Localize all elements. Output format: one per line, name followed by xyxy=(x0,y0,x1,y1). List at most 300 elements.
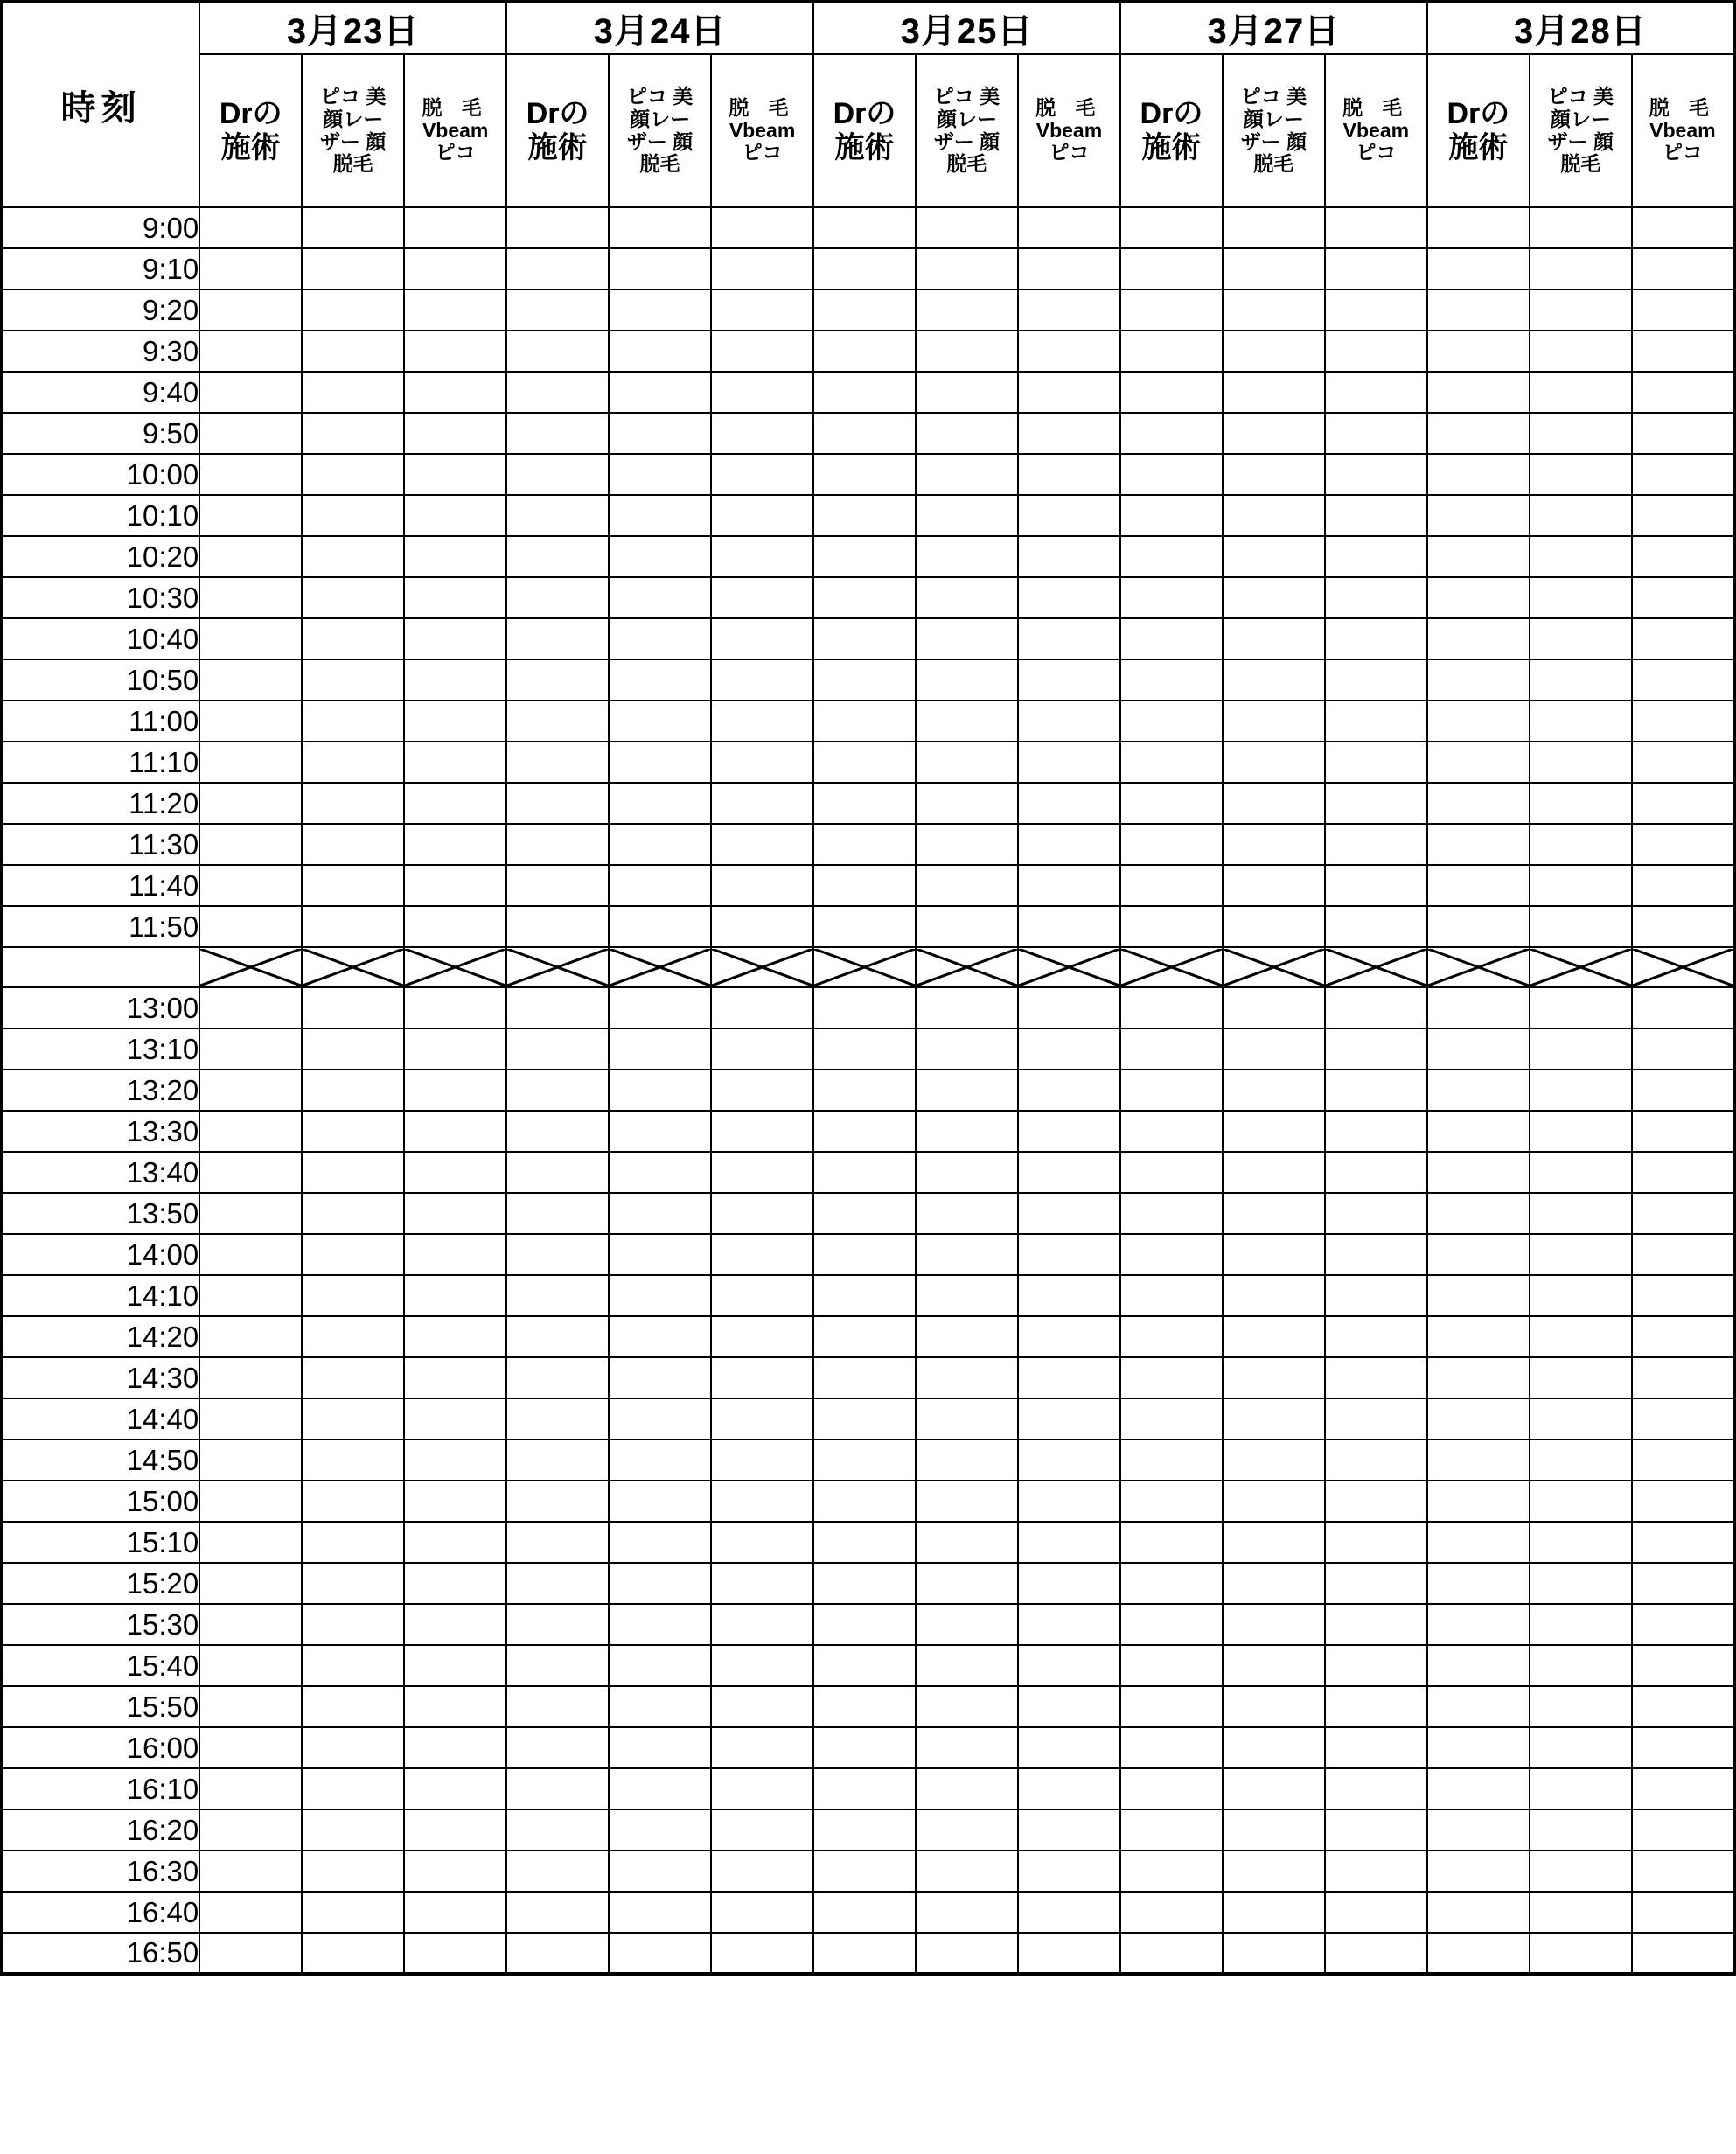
slot-cell[interactable] xyxy=(404,1481,506,1522)
slot-cell[interactable] xyxy=(1223,701,1325,742)
slot-cell[interactable] xyxy=(1427,1727,1530,1768)
slot-cell[interactable] xyxy=(1120,618,1223,659)
slot-cell[interactable] xyxy=(1632,1563,1734,1604)
slot-cell[interactable] xyxy=(1632,1357,1734,1398)
slot-cell[interactable] xyxy=(1530,1398,1632,1439)
slot-cell[interactable] xyxy=(404,1028,506,1070)
slot-cell[interactable] xyxy=(1530,701,1632,742)
slot-cell[interactable] xyxy=(302,495,404,536)
slot-cell[interactable] xyxy=(506,1809,609,1851)
slot-cell[interactable] xyxy=(1120,701,1223,742)
slot-cell[interactable] xyxy=(1325,987,1427,1028)
slot-cell[interactable] xyxy=(1530,1481,1632,1522)
slot-cell[interactable] xyxy=(1427,1070,1530,1111)
slot-cell[interactable] xyxy=(916,1398,1018,1439)
slot-cell[interactable] xyxy=(813,1398,916,1439)
slot-cell[interactable] xyxy=(1018,1851,1120,1892)
slot-cell[interactable] xyxy=(1530,1070,1632,1111)
slot-cell[interactable] xyxy=(1325,1809,1427,1851)
slot-cell[interactable] xyxy=(711,372,813,413)
slot-cell[interactable] xyxy=(1120,207,1223,248)
slot-cell[interactable] xyxy=(609,207,711,248)
slot-cell[interactable] xyxy=(1223,1481,1325,1522)
slot-cell[interactable] xyxy=(711,906,813,947)
slot-cell[interactable] xyxy=(916,248,1018,289)
slot-cell[interactable] xyxy=(1427,1111,1530,1152)
slot-cell[interactable] xyxy=(916,1111,1018,1152)
slot-cell[interactable] xyxy=(1427,1275,1530,1316)
slot-cell[interactable] xyxy=(813,454,916,495)
slot-cell[interactable] xyxy=(609,1933,711,1974)
slot-cell[interactable] xyxy=(404,536,506,577)
slot-cell[interactable] xyxy=(404,331,506,372)
slot-cell[interactable] xyxy=(1427,413,1530,454)
slot-cell[interactable] xyxy=(404,659,506,701)
slot-cell[interactable] xyxy=(609,824,711,865)
slot-cell[interactable] xyxy=(813,1933,916,1974)
slot-cell[interactable] xyxy=(711,1809,813,1851)
slot-cell[interactable] xyxy=(404,1522,506,1563)
slot-cell[interactable] xyxy=(302,1645,404,1686)
slot-cell[interactable] xyxy=(302,865,404,906)
slot-cell[interactable] xyxy=(1018,824,1120,865)
slot-cell[interactable] xyxy=(1632,495,1734,536)
slot-cell[interactable] xyxy=(199,248,302,289)
slot-cell[interactable] xyxy=(609,1316,711,1357)
slot-cell[interactable] xyxy=(199,1275,302,1316)
slot-cell[interactable] xyxy=(1530,1604,1632,1645)
slot-cell[interactable] xyxy=(609,454,711,495)
slot-cell[interactable] xyxy=(404,413,506,454)
slot-cell[interactable] xyxy=(1427,207,1530,248)
slot-cell[interactable] xyxy=(1325,1645,1427,1686)
slot-cell[interactable] xyxy=(404,372,506,413)
slot-cell[interactable] xyxy=(1223,1522,1325,1563)
slot-cell[interactable] xyxy=(1120,1111,1223,1152)
slot-cell[interactable] xyxy=(711,1028,813,1070)
slot-cell[interactable] xyxy=(199,1727,302,1768)
slot-cell[interactable] xyxy=(1530,1234,1632,1275)
slot-cell[interactable] xyxy=(199,1111,302,1152)
slot-cell[interactable] xyxy=(1427,783,1530,824)
slot-cell[interactable] xyxy=(813,1645,916,1686)
slot-cell[interactable] xyxy=(711,207,813,248)
slot-cell[interactable] xyxy=(813,1070,916,1111)
slot-cell[interactable] xyxy=(1325,659,1427,701)
slot-cell[interactable] xyxy=(609,1193,711,1234)
slot-cell[interactable] xyxy=(1427,906,1530,947)
slot-cell[interactable] xyxy=(1018,331,1120,372)
slot-cell[interactable] xyxy=(1325,495,1427,536)
slot-cell[interactable] xyxy=(1018,1768,1120,1809)
slot-cell[interactable] xyxy=(1120,1768,1223,1809)
slot-cell[interactable] xyxy=(506,1481,609,1522)
slot-cell[interactable] xyxy=(813,1316,916,1357)
slot-cell[interactable] xyxy=(302,1686,404,1727)
slot-cell[interactable] xyxy=(1018,1275,1120,1316)
slot-cell[interactable] xyxy=(404,1563,506,1604)
slot-cell[interactable] xyxy=(711,1686,813,1727)
slot-cell[interactable] xyxy=(711,987,813,1028)
slot-cell[interactable] xyxy=(1018,536,1120,577)
slot-cell[interactable] xyxy=(404,1111,506,1152)
slot-cell[interactable] xyxy=(609,783,711,824)
slot-cell[interactable] xyxy=(916,1316,1018,1357)
slot-cell[interactable] xyxy=(199,1892,302,1933)
slot-cell[interactable] xyxy=(711,1645,813,1686)
slot-cell[interactable] xyxy=(711,248,813,289)
slot-cell[interactable] xyxy=(1120,1563,1223,1604)
slot-cell[interactable] xyxy=(1632,207,1734,248)
slot-cell[interactable] xyxy=(813,618,916,659)
slot-cell[interactable] xyxy=(1120,1809,1223,1851)
slot-cell[interactable] xyxy=(1530,1357,1632,1398)
slot-cell[interactable] xyxy=(1325,1522,1427,1563)
slot-cell[interactable] xyxy=(711,454,813,495)
slot-cell[interactable] xyxy=(1530,824,1632,865)
slot-cell[interactable] xyxy=(609,1768,711,1809)
slot-cell[interactable] xyxy=(609,1398,711,1439)
slot-cell[interactable] xyxy=(609,1481,711,1522)
slot-cell[interactable] xyxy=(813,577,916,618)
slot-cell[interactable] xyxy=(1223,1234,1325,1275)
slot-cell[interactable] xyxy=(609,906,711,947)
slot-cell[interactable] xyxy=(609,1070,711,1111)
slot-cell[interactable] xyxy=(1325,618,1427,659)
slot-cell[interactable] xyxy=(1223,1070,1325,1111)
slot-cell[interactable] xyxy=(609,1604,711,1645)
slot-cell[interactable] xyxy=(506,1070,609,1111)
slot-cell[interactable] xyxy=(302,1727,404,1768)
slot-cell[interactable] xyxy=(1325,906,1427,947)
slot-cell[interactable] xyxy=(1120,289,1223,331)
slot-cell[interactable] xyxy=(916,618,1018,659)
slot-cell[interactable] xyxy=(711,824,813,865)
slot-cell[interactable] xyxy=(1325,1398,1427,1439)
slot-cell[interactable] xyxy=(1120,987,1223,1028)
slot-cell[interactable] xyxy=(813,207,916,248)
slot-cell[interactable] xyxy=(199,1398,302,1439)
slot-cell[interactable] xyxy=(1632,1727,1734,1768)
slot-cell[interactable] xyxy=(813,1111,916,1152)
slot-cell[interactable] xyxy=(1223,536,1325,577)
slot-cell[interactable] xyxy=(1632,1809,1734,1851)
slot-cell[interactable] xyxy=(199,454,302,495)
slot-cell[interactable] xyxy=(1325,1193,1427,1234)
slot-cell[interactable] xyxy=(916,289,1018,331)
slot-cell[interactable] xyxy=(1632,1686,1734,1727)
slot-cell[interactable] xyxy=(404,618,506,659)
slot-cell[interactable] xyxy=(1325,1686,1427,1727)
slot-cell[interactable] xyxy=(1427,331,1530,372)
slot-cell[interactable] xyxy=(1325,1727,1427,1768)
slot-cell[interactable] xyxy=(404,1892,506,1933)
slot-cell[interactable] xyxy=(1530,495,1632,536)
slot-cell[interactable] xyxy=(1632,1070,1734,1111)
slot-cell[interactable] xyxy=(404,207,506,248)
slot-cell[interactable] xyxy=(1632,1522,1734,1563)
slot-cell[interactable] xyxy=(916,865,1018,906)
slot-cell[interactable] xyxy=(1632,372,1734,413)
slot-cell[interactable] xyxy=(1018,1604,1120,1645)
slot-cell[interactable] xyxy=(1018,1892,1120,1933)
slot-cell[interactable] xyxy=(711,1316,813,1357)
slot-cell[interactable] xyxy=(1427,1645,1530,1686)
slot-cell[interactable] xyxy=(1427,454,1530,495)
slot-cell[interactable] xyxy=(711,1604,813,1645)
slot-cell[interactable] xyxy=(1223,413,1325,454)
slot-cell[interactable] xyxy=(609,1851,711,1892)
slot-cell[interactable] xyxy=(1427,1316,1530,1357)
slot-cell[interactable] xyxy=(1120,742,1223,783)
slot-cell[interactable] xyxy=(1427,1439,1530,1481)
slot-cell[interactable] xyxy=(1325,248,1427,289)
slot-cell[interactable] xyxy=(302,1111,404,1152)
slot-cell[interactable] xyxy=(916,1645,1018,1686)
slot-cell[interactable] xyxy=(1018,1933,1120,1974)
slot-cell[interactable] xyxy=(199,413,302,454)
slot-cell[interactable] xyxy=(404,577,506,618)
slot-cell[interactable] xyxy=(1427,1851,1530,1892)
slot-cell[interactable] xyxy=(302,1275,404,1316)
slot-cell[interactable] xyxy=(404,783,506,824)
slot-cell[interactable] xyxy=(302,1234,404,1275)
slot-cell[interactable] xyxy=(711,1933,813,1974)
slot-cell[interactable] xyxy=(1325,1604,1427,1645)
slot-cell[interactable] xyxy=(1427,1563,1530,1604)
slot-cell[interactable] xyxy=(506,1028,609,1070)
slot-cell[interactable] xyxy=(1325,1481,1427,1522)
slot-cell[interactable] xyxy=(1325,1933,1427,1974)
slot-cell[interactable] xyxy=(711,1111,813,1152)
slot-cell[interactable] xyxy=(404,824,506,865)
slot-cell[interactable] xyxy=(609,495,711,536)
slot-cell[interactable] xyxy=(1530,372,1632,413)
slot-cell[interactable] xyxy=(302,577,404,618)
slot-cell[interactable] xyxy=(1018,618,1120,659)
slot-cell[interactable] xyxy=(1018,1727,1120,1768)
slot-cell[interactable] xyxy=(916,1522,1018,1563)
slot-cell[interactable] xyxy=(199,1933,302,1974)
slot-cell[interactable] xyxy=(1223,1028,1325,1070)
slot-cell[interactable] xyxy=(199,289,302,331)
slot-cell[interactable] xyxy=(813,824,916,865)
slot-cell[interactable] xyxy=(609,987,711,1028)
slot-cell[interactable] xyxy=(302,413,404,454)
slot-cell[interactable] xyxy=(609,1522,711,1563)
slot-cell[interactable] xyxy=(1018,413,1120,454)
slot-cell[interactable] xyxy=(813,1809,916,1851)
slot-cell[interactable] xyxy=(813,1193,916,1234)
slot-cell[interactable] xyxy=(609,1234,711,1275)
slot-cell[interactable] xyxy=(199,207,302,248)
slot-cell[interactable] xyxy=(199,1193,302,1234)
slot-cell[interactable] xyxy=(1427,865,1530,906)
slot-cell[interactable] xyxy=(1223,207,1325,248)
slot-cell[interactable] xyxy=(711,1727,813,1768)
slot-cell[interactable] xyxy=(506,495,609,536)
slot-cell[interactable] xyxy=(1018,865,1120,906)
slot-cell[interactable] xyxy=(1427,1604,1530,1645)
slot-cell[interactable] xyxy=(916,577,1018,618)
slot-cell[interactable] xyxy=(813,1892,916,1933)
slot-cell[interactable] xyxy=(506,1892,609,1933)
slot-cell[interactable] xyxy=(1223,495,1325,536)
slot-cell[interactable] xyxy=(916,1439,1018,1481)
slot-cell[interactable] xyxy=(302,1933,404,1974)
slot-cell[interactable] xyxy=(1018,207,1120,248)
slot-cell[interactable] xyxy=(916,742,1018,783)
slot-cell[interactable] xyxy=(199,536,302,577)
slot-cell[interactable] xyxy=(813,1604,916,1645)
slot-cell[interactable] xyxy=(916,1357,1018,1398)
slot-cell[interactable] xyxy=(302,454,404,495)
slot-cell[interactable] xyxy=(302,1481,404,1522)
slot-cell[interactable] xyxy=(199,1809,302,1851)
slot-cell[interactable] xyxy=(711,1193,813,1234)
slot-cell[interactable] xyxy=(1530,1275,1632,1316)
slot-cell[interactable] xyxy=(199,1070,302,1111)
slot-cell[interactable] xyxy=(1120,454,1223,495)
slot-cell[interactable] xyxy=(199,1234,302,1275)
slot-cell[interactable] xyxy=(813,1152,916,1193)
slot-cell[interactable] xyxy=(609,1111,711,1152)
slot-cell[interactable] xyxy=(302,1398,404,1439)
slot-cell[interactable] xyxy=(1018,1645,1120,1686)
slot-cell[interactable] xyxy=(1530,1892,1632,1933)
slot-cell[interactable] xyxy=(1223,331,1325,372)
slot-cell[interactable] xyxy=(1427,742,1530,783)
slot-cell[interactable] xyxy=(916,1809,1018,1851)
slot-cell[interactable] xyxy=(711,1481,813,1522)
slot-cell[interactable] xyxy=(506,1768,609,1809)
slot-cell[interactable] xyxy=(1223,1111,1325,1152)
slot-cell[interactable] xyxy=(1120,865,1223,906)
slot-cell[interactable] xyxy=(711,1275,813,1316)
slot-cell[interactable] xyxy=(1530,1028,1632,1070)
slot-cell[interactable] xyxy=(1632,413,1734,454)
slot-cell[interactable] xyxy=(813,1563,916,1604)
slot-cell[interactable] xyxy=(404,1768,506,1809)
slot-cell[interactable] xyxy=(404,1193,506,1234)
slot-cell[interactable] xyxy=(1018,1686,1120,1727)
slot-cell[interactable] xyxy=(813,783,916,824)
slot-cell[interactable] xyxy=(1018,1111,1120,1152)
slot-cell[interactable] xyxy=(813,289,916,331)
slot-cell[interactable] xyxy=(1632,1111,1734,1152)
slot-cell[interactable] xyxy=(506,987,609,1028)
slot-cell[interactable] xyxy=(711,1398,813,1439)
slot-cell[interactable] xyxy=(1223,289,1325,331)
slot-cell[interactable] xyxy=(711,1892,813,1933)
slot-cell[interactable] xyxy=(506,906,609,947)
slot-cell[interactable] xyxy=(916,454,1018,495)
slot-cell[interactable] xyxy=(1325,1070,1427,1111)
slot-cell[interactable] xyxy=(199,577,302,618)
slot-cell[interactable] xyxy=(1530,1439,1632,1481)
slot-cell[interactable] xyxy=(1530,865,1632,906)
slot-cell[interactable] xyxy=(711,1851,813,1892)
slot-cell[interactable] xyxy=(1530,207,1632,248)
slot-cell[interactable] xyxy=(199,1768,302,1809)
slot-cell[interactable] xyxy=(1120,1686,1223,1727)
slot-cell[interactable] xyxy=(506,701,609,742)
slot-cell[interactable] xyxy=(1530,1809,1632,1851)
slot-cell[interactable] xyxy=(404,1234,506,1275)
slot-cell[interactable] xyxy=(1427,536,1530,577)
slot-cell[interactable] xyxy=(711,577,813,618)
slot-cell[interactable] xyxy=(302,1070,404,1111)
slot-cell[interactable] xyxy=(916,413,1018,454)
slot-cell[interactable] xyxy=(1223,987,1325,1028)
slot-cell[interactable] xyxy=(1120,1727,1223,1768)
slot-cell[interactable] xyxy=(1632,1439,1734,1481)
slot-cell[interactable] xyxy=(609,577,711,618)
slot-cell[interactable] xyxy=(302,824,404,865)
slot-cell[interactable] xyxy=(609,536,711,577)
slot-cell[interactable] xyxy=(302,207,404,248)
slot-cell[interactable] xyxy=(916,372,1018,413)
slot-cell[interactable] xyxy=(1530,1193,1632,1234)
slot-cell[interactable] xyxy=(1632,1768,1734,1809)
slot-cell[interactable] xyxy=(199,659,302,701)
slot-cell[interactable] xyxy=(1427,372,1530,413)
slot-cell[interactable] xyxy=(1018,1316,1120,1357)
slot-cell[interactable] xyxy=(1223,1727,1325,1768)
slot-cell[interactable] xyxy=(813,659,916,701)
slot-cell[interactable] xyxy=(1325,1892,1427,1933)
slot-cell[interactable] xyxy=(404,1439,506,1481)
slot-cell[interactable] xyxy=(1530,906,1632,947)
slot-cell[interactable] xyxy=(302,1152,404,1193)
slot-cell[interactable] xyxy=(506,248,609,289)
slot-cell[interactable] xyxy=(506,536,609,577)
slot-cell[interactable] xyxy=(1223,742,1325,783)
slot-cell[interactable] xyxy=(1325,536,1427,577)
slot-cell[interactable] xyxy=(711,1234,813,1275)
slot-cell[interactable] xyxy=(711,495,813,536)
slot-cell[interactable] xyxy=(609,659,711,701)
slot-cell[interactable] xyxy=(916,1892,1018,1933)
slot-cell[interactable] xyxy=(609,1809,711,1851)
slot-cell[interactable] xyxy=(1120,1357,1223,1398)
slot-cell[interactable] xyxy=(404,1152,506,1193)
slot-cell[interactable] xyxy=(1530,248,1632,289)
slot-cell[interactable] xyxy=(1427,1892,1530,1933)
slot-cell[interactable] xyxy=(1325,783,1427,824)
slot-cell[interactable] xyxy=(1325,207,1427,248)
slot-cell[interactable] xyxy=(1530,1316,1632,1357)
slot-cell[interactable] xyxy=(1018,987,1120,1028)
slot-cell[interactable] xyxy=(404,865,506,906)
slot-cell[interactable] xyxy=(1223,1439,1325,1481)
slot-cell[interactable] xyxy=(1632,1152,1734,1193)
slot-cell[interactable] xyxy=(506,1111,609,1152)
slot-cell[interactable] xyxy=(302,1851,404,1892)
slot-cell[interactable] xyxy=(506,1851,609,1892)
slot-cell[interactable] xyxy=(1018,906,1120,947)
slot-cell[interactable] xyxy=(813,331,916,372)
slot-cell[interactable] xyxy=(1427,248,1530,289)
slot-cell[interactable] xyxy=(609,289,711,331)
slot-cell[interactable] xyxy=(1632,577,1734,618)
slot-cell[interactable] xyxy=(711,413,813,454)
slot-cell[interactable] xyxy=(1530,289,1632,331)
slot-cell[interactable] xyxy=(506,1563,609,1604)
slot-cell[interactable] xyxy=(916,1070,1018,1111)
slot-cell[interactable] xyxy=(1223,659,1325,701)
slot-cell[interactable] xyxy=(1427,1933,1530,1974)
